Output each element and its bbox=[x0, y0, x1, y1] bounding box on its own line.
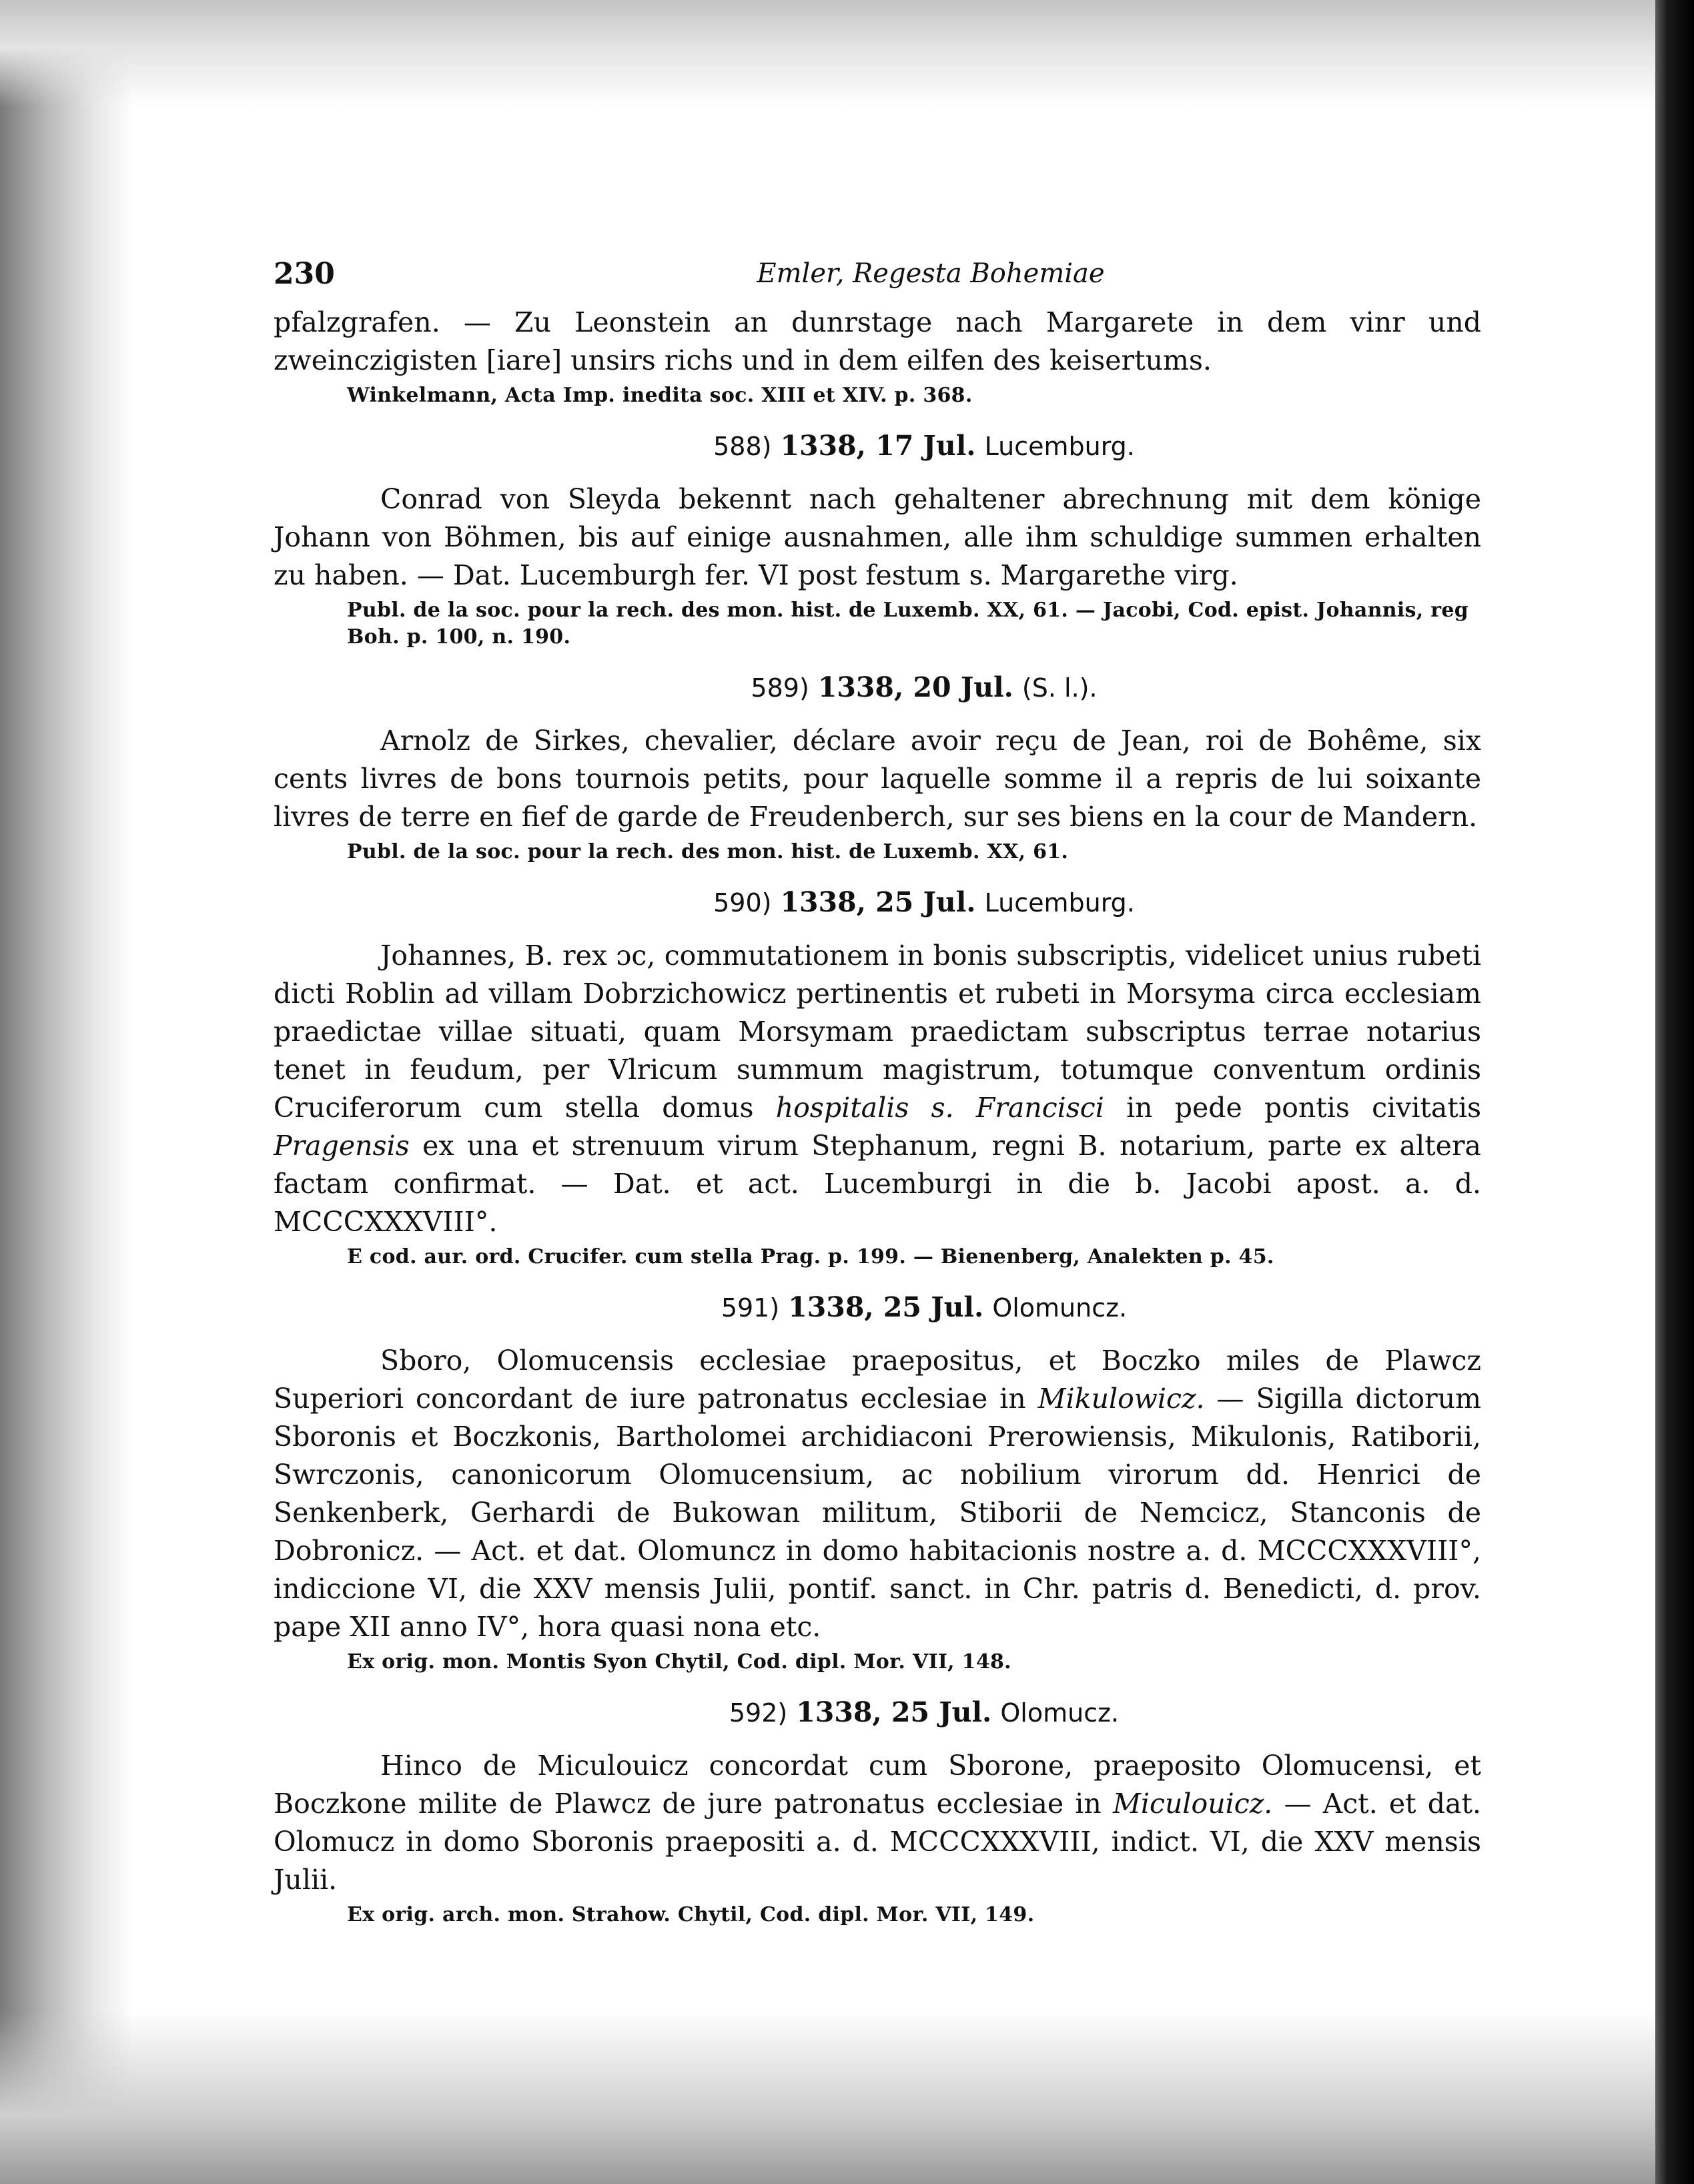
entry-text-591 bbox=[274, 1342, 1481, 1646]
entry-number: 592) bbox=[729, 1698, 788, 1728]
page-header bbox=[274, 257, 1481, 304]
entry-number: 589) bbox=[751, 673, 809, 703]
entry-place: Lucemburg. bbox=[984, 888, 1135, 918]
document-page bbox=[274, 257, 1481, 1928]
italic-segment: hospitalis s. Francisci bbox=[775, 1092, 1104, 1124]
scan-top-shadow bbox=[0, 0, 1655, 107]
entry-source-592: Ex orig. arch. mon. Strahow. Chytil, Cod. dipl. Mor. VII, 149. bbox=[347, 1903, 1035, 1926]
scan-right-border bbox=[1655, 0, 1694, 2184]
entry-heading-591 bbox=[274, 1288, 1481, 1327]
entry-heading-592 bbox=[274, 1693, 1481, 1732]
italic-segment: Mikulowicz. bbox=[1037, 1383, 1205, 1415]
text-segment: ex una et strenuum virum Stephanum, regni B. notarium, parte ex altera factam confirmat. — Dat. et act. Lucemburgi in die b. Jacobi apost. a. d. MCCCXXXVIII°. bbox=[274, 1130, 1481, 1238]
entry-date: 1338, 25 Jul. bbox=[780, 886, 976, 918]
entry-text-588: Conrad von Sleyda bekennt nach gehaltener abrechnung mit dem könige Johann von Böhmen, bis auf einige ausnahmen, alle ihm schuldige summen erhalten zu haben. — Dat. Lucemburgh fer. VI post festum s. Margarethe virg. bbox=[274, 483, 1481, 591]
entry-date: 1338, 20 Jul. bbox=[817, 671, 1013, 703]
text-segment: in pede pontis civitatis bbox=[1104, 1092, 1481, 1124]
page-number: 230 bbox=[274, 257, 335, 291]
entry-text-590 bbox=[274, 937, 1481, 1241]
text-segment: Sboro, Olomucensis ecclesiae praepositus, et Boczko miles de Plawcz Superiori concordant de iure patronatus ecclesiae in bbox=[274, 1345, 1481, 1415]
running-head: Emler, Regesta Bohemiae bbox=[757, 258, 1105, 289]
entry-source-589: Publ. de la soc. pour la rech. des mon. hist. de Luxemb. XX, 61. bbox=[347, 840, 1069, 863]
italic-segment: Miculouicz. bbox=[1112, 1788, 1273, 1820]
intro-source: Winkelmann, Acta Imp. inedita soc. XIII et XIV. p. 368. bbox=[347, 384, 973, 407]
text-segment: — Sigilla dictorum Sboronis et Boczkonis, Bartholomei archidiaconi Prerowiensis, Mikulonis, Ratiborii, Swrczonis, canonicorum Olomucensium, ac nobilium virorum dd. Henrici de Senkenberk, Gerhardi de Bukowan militum, Stiborii de Nemcicz, Stanconis de Dobronicz. — Act. et dat. Olomuncz in domo habitacionis nostre a. d. MCCCXXXVIII°, indiccione VI, die XXV mensis Julii, pontif. sanct. in Chr. patris d. Benedicti, d. prov. pape XII anno IV°, hora quasi nona etc. bbox=[274, 1383, 1481, 1643]
entry-date: 1338, 25 Jul. bbox=[796, 1696, 992, 1728]
entry-source-588: Publ. de la soc. pour la rech. des mon. hist. de Luxemb. XX, 61. — Jacobi, Cod. epist. Johannis, reg Boh. p. 100, n. 190. bbox=[347, 599, 1469, 649]
entry-number: 590) bbox=[713, 888, 772, 918]
entry-heading-588 bbox=[274, 426, 1481, 466]
italic-segment: Pragensis bbox=[274, 1130, 410, 1162]
entry-number: 591) bbox=[721, 1293, 780, 1323]
entry-place: Olomucz. bbox=[1000, 1698, 1120, 1728]
text-segment: Johannes, B. rex ɔc, commutationem in bonis subscriptis, videlicet unius rubeti dicti Roblin ad villam Dobrzichowicz pertinentis et rubeti in Morsyma circa ecclesiam praedictae villae situati, quam Morsymam praedictam subscriptus terrae notarius tenet in feudum, per Vlricum summum magistrum, totumque conventum ordinis Cruciferorum cum stella domus bbox=[274, 940, 1481, 1124]
entry-date: 1338, 17 Jul. bbox=[780, 430, 976, 462]
scan-bottom-shadow bbox=[0, 2011, 1655, 2184]
scan-left-shadow bbox=[0, 0, 133, 2184]
entry-source-590: E cod. aur. ord. Crucifer. cum stella Prag. p. 199. — Bienenberg, Analekten p. 45. bbox=[347, 1245, 1274, 1268]
entry-text-589: Arnolz de Sirkes, chevalier, déclare avoir reçu de Jean, roi de Bohême, six cents livres de bons tournois petits, pour laquelle somme il a repris de lui soixante livres de terre en fief de garde de Freudenberch, sur ses biens en la cour de Mandern. bbox=[274, 725, 1481, 833]
entry-source-591: Ex orig. mon. Montis Syon Chytil, Cod. dipl. Mor. VII, 148. bbox=[347, 1650, 1011, 1674]
entry-number: 588) bbox=[713, 432, 772, 461]
text-segment: Hinco de Miculouicz concordat cum Sborone, praeposito Olomucensi, et Boczkone milite de Plawcz de jure patronatus ecclesiae in bbox=[274, 1750, 1481, 1820]
entry-heading-589 bbox=[274, 668, 1481, 707]
intro-text: pfalzgrafen. — Zu Leonstein an dunrstage nach Margarete in dem vinr und zweinczigisten [iare] unsirs richs und in dem eilfen des keisertums. bbox=[274, 306, 1481, 376]
entry-heading-590 bbox=[274, 883, 1481, 922]
entry-text-592 bbox=[274, 1747, 1481, 1899]
entry-place: Olomuncz. bbox=[992, 1293, 1128, 1323]
entry-place: (S. l.). bbox=[1021, 673, 1098, 703]
text-segment: — Act. et dat. Olomucz in domo Sboronis praepositi a. d. MCCCXXXVIII, indict. VI, die XXV mensis Julii. bbox=[274, 1788, 1481, 1896]
entry-date: 1338, 25 Jul. bbox=[788, 1291, 984, 1323]
entry-place: Lucemburg. bbox=[984, 432, 1135, 461]
